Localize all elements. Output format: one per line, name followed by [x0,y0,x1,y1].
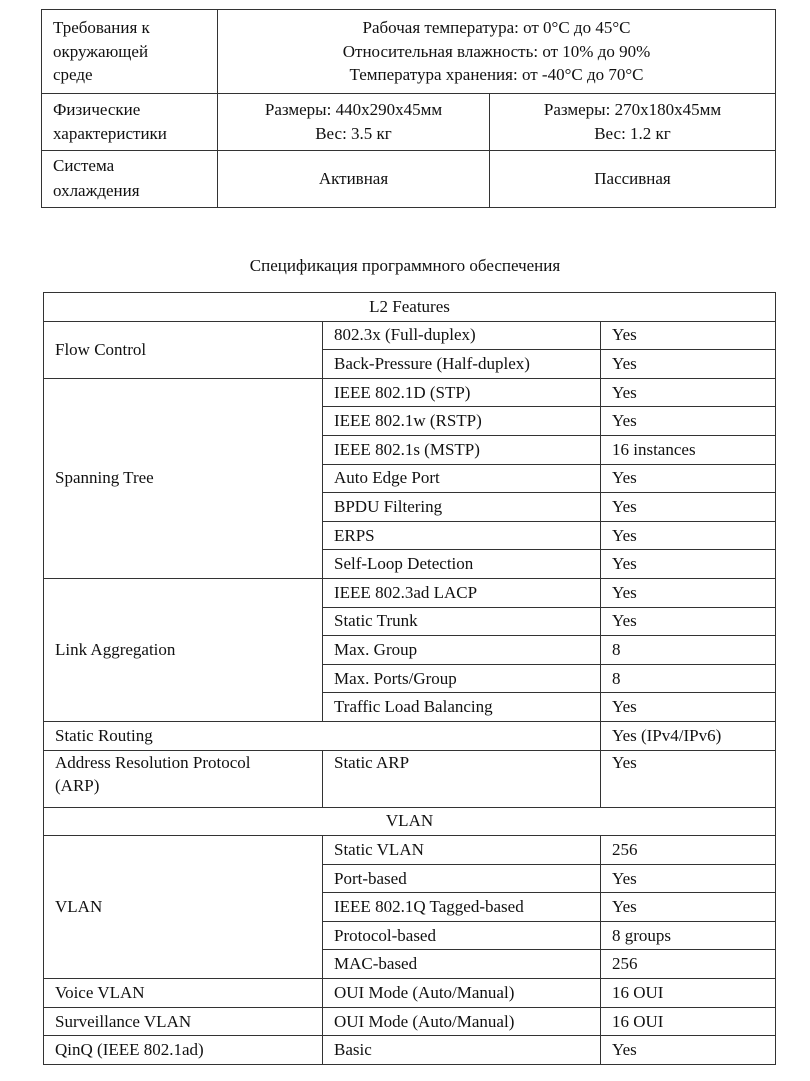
passive-weight: Вес: 1.2 кг [594,124,671,143]
value-cell: 256 [601,836,776,865]
arp-label-line: Address Resolution Protocol [55,752,251,772]
feature-cell: OUI Mode (Auto/Manual) [323,1007,601,1036]
section-header-row [44,807,776,836]
value-cell: 8 groups [601,921,776,950]
feature-cell: Auto Edge Port [323,464,601,493]
value-cell: Yes [601,693,776,722]
feature-cell: 802.3x (Full-duplex) [323,321,601,350]
table-row [44,1007,776,1036]
value-cell: 8 [601,664,776,693]
cooling-label-line: Система [53,156,115,176]
static-routing-label: Static Routing [44,721,601,750]
feature-cell: MAC-based [323,950,601,979]
spanning-tree-label: Spanning Tree [44,378,323,578]
l2-features-header: L2 Features [44,293,776,322]
relative-humidity: Относительная влажность: от 10% до 90% [342,41,651,61]
feature-cell: Max. Ports/Group [323,664,601,693]
qinq-label: QinQ (IEEE 802.1ad) [44,1036,323,1065]
environment-label-line: Требования к [53,17,150,37]
feature-cell: ERPS [323,521,601,550]
cooling-label [42,151,218,208]
value-cell: 16 instances [601,435,776,464]
arp-label-line: (ARP) [55,776,100,796]
physical-active-cell [218,94,490,151]
feature-cell: BPDU Filtering [323,493,601,522]
value-cell: Yes (IPv4/IPv6) [601,721,776,750]
value-cell: Yes [601,1036,776,1065]
value-cell: 16 OUI [601,979,776,1008]
surveillance-vlan-label: Surveillance VLAN [44,1007,323,1036]
feature-cell: Basic [323,1036,601,1065]
environment-label [42,10,218,94]
value-cell: Yes [601,864,776,893]
feature-cell: OUI Mode (Auto/Manual) [323,979,601,1008]
cooling-row [42,151,776,208]
value-cell: 16 OUI [601,1007,776,1036]
cooling-active: Активная [218,151,490,208]
physical-passive-cell [490,94,776,151]
table-row [44,979,776,1008]
feature-cell: IEEE 802.1Q Tagged-based [323,893,601,922]
value-cell: Yes [601,378,776,407]
link-aggregation-label: Link Aggregation [44,578,323,721]
feature-cell: Static VLAN [323,836,601,865]
table-row [44,578,776,607]
voice-vlan-label: Voice VLAN [44,979,323,1008]
feature-cell: Static Trunk [323,607,601,636]
storage-temperature: Температура хранения: от -40°C до 70°C [349,65,644,85]
active-weight: Вес: 3.5 кг [315,124,392,143]
value-cell: Yes [601,607,776,636]
feature-cell: IEEE 802.1D (STP) [323,378,601,407]
physical-row [42,94,776,151]
value-cell: Yes [601,407,776,436]
physical-label-line: характеристики [53,124,167,143]
feature-cell: Static ARP [323,750,601,807]
value-cell: Yes [601,464,776,493]
cooling-passive: Пассивная [490,151,776,208]
vlan-label: VLAN [44,836,323,979]
operating-temperature: Рабочая температура: от 0°C до 45°C [362,17,631,37]
physical-label-line: Физические [53,100,141,120]
value-cell: 8 [601,636,776,665]
vlan-header: VLAN [44,807,776,836]
value-cell: Yes [601,350,776,379]
value-cell: Yes [601,578,776,607]
flow-control-label: Flow Control [44,321,323,378]
feature-cell: Traffic Load Balancing [323,693,601,722]
feature-cell: IEEE 802.3ad LACP [323,578,601,607]
feature-cell: IEEE 802.1w (RSTP) [323,407,601,436]
environment-values [218,10,776,94]
value-cell: Yes [601,550,776,579]
physical-label [42,94,218,151]
value-cell: 256 [601,950,776,979]
passive-dimensions: Размеры: 270x180x45мм [543,100,722,120]
software-spec-table [43,292,776,1065]
table-row [44,321,776,350]
feature-cell: Port-based [323,864,601,893]
environment-row [42,10,776,94]
value-cell: Yes [601,521,776,550]
section-header-row [44,293,776,322]
table-row [44,378,776,407]
table-row [44,1036,776,1065]
cooling-label-line: охлаждения [53,181,140,200]
environment-label-line: среде [53,65,93,85]
value-cell: Yes [601,493,776,522]
feature-cell: Self-Loop Detection [323,550,601,579]
table-row [44,721,776,750]
value-cell: Yes [601,750,776,807]
table-row [44,836,776,865]
value-cell: Yes [601,321,776,350]
feature-cell: Max. Group [323,636,601,665]
arp-label [44,750,323,807]
environment-label-line: окружающей [53,41,149,61]
feature-cell: IEEE 802.1s (MSTP) [323,435,601,464]
table-row [44,750,776,807]
feature-cell: Back-Pressure (Half-duplex) [323,350,601,379]
feature-cell: Protocol-based [323,921,601,950]
value-cell: Yes [601,893,776,922]
active-dimensions: Размеры: 440x290x45мм [264,100,443,120]
hardware-spec-table [41,9,776,208]
software-spec-caption: Спецификация программного обеспечения [249,256,561,275]
